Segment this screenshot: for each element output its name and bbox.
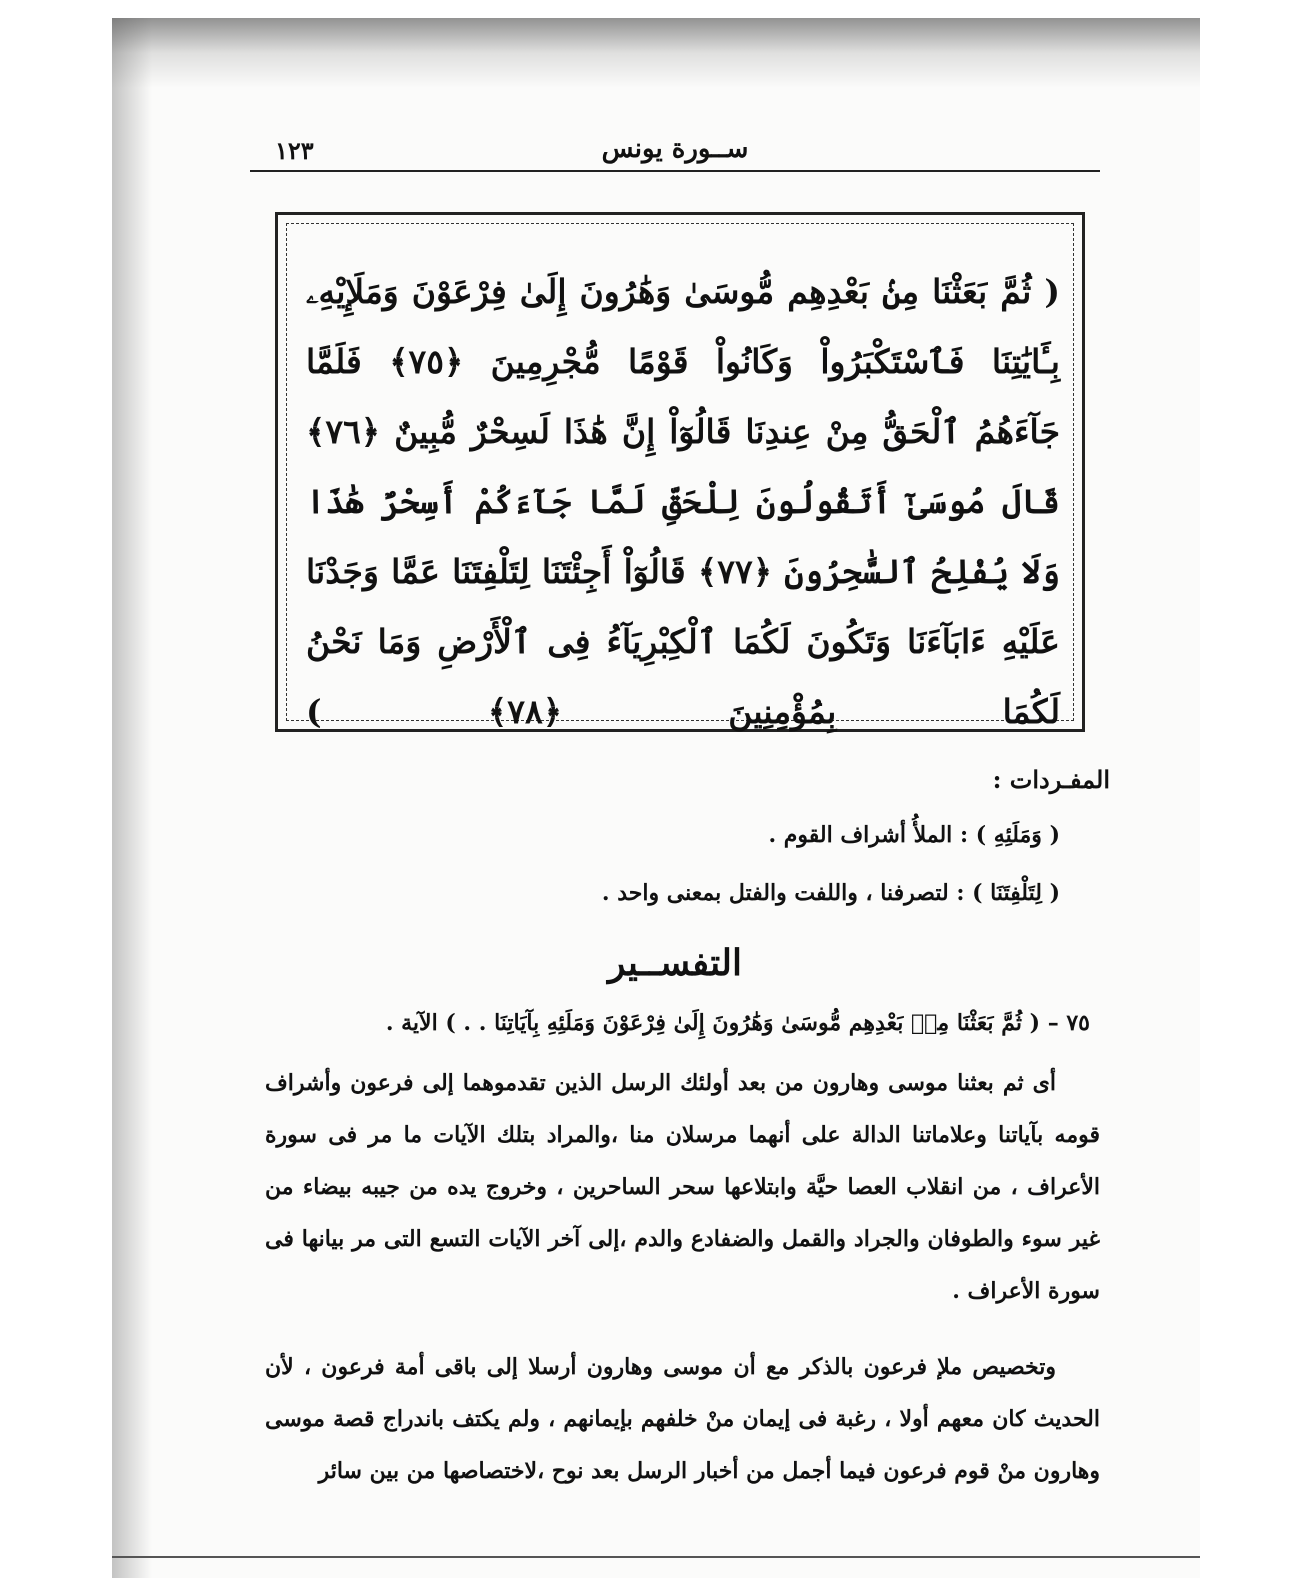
vocabulary-item: ( وَمَلَئِهِ ) : الملأُ أشراف القوم . — [768, 822, 1060, 848]
page-number: ١٢٣ — [275, 136, 314, 165]
page-header — [250, 130, 1100, 170]
tafsir-heading: التفســير — [608, 942, 742, 984]
tafsir-paragraph: وتخصيص ملإ فرعون بالذكر مع أن موسى وهارون أرسلا إلى باقى أمة فرعون ، لأن الحديث كان معهم أولا ، رغبة فى إيمان منْ خلفهم بإيمانهم ، ولم يكتف باندراج قصة موسى وهارون منْ قوم فرعون فيما أجمل من أخبار الرسل بعد نوح ،لاختصاصها من بين سائر — [265, 1354, 1100, 1484]
vocabulary-item: ( لِتَلْفِتَنَا ) : لتصرفنا ، واللفت والفتل بمعنى واحد . — [601, 880, 1060, 906]
bottom-rule — [112, 1556, 1200, 1558]
quran-verse-frame — [275, 212, 1085, 732]
quran-verses: ( ثُمَّ بَعَثْنَا مِنۢ بَعْدِهِم مُّوسَىٰ وَهَٰرُونَ إِلَىٰ فِرْعَوْنَ وَمَلَإِيْهِۦ بِـَٔايَٰتِنَا فَٱسْتَكْبَرُواْ وَكَانُواْ قَوْمًا مُّجْرِمِينَ ﴿٧٥﴾ فَلَمَّا جَآءَهُمُ ٱلْحَقُّ مِنْ عِندِنَا قَالُوٓاْ إِنَّ هَٰذَا لَسِحْرٌ مُّبِينٌ ﴿٧٦﴾ قَالَ مُوسَىٰٓ أَتَقُولُونَ لِلْحَقِّ لَمَّا جَآءَكُمْ أَسِحْرٌ هَٰذَا وَلَا يُفْلِحُ ٱلسَّٰحِرُونَ ﴿٧٧﴾ قَالُوٓاْ أَجِئْتَنَا لِتَلْفِتَنَا عَمَّا وَجَدْنَا عَلَيْهِ ءَابَآءَنَا وَتَكُونَ لَكُمَا ٱلْكِبْرِيَآءُ فِى ٱلْأَرْضِ وَمَا نَحْنُ لَكُمَا بِمُؤْمِنِينَ ﴿٧٨﴾ ) — [306, 272, 1060, 731]
scan-shadow-top — [112, 18, 1200, 88]
tafsir-body — [265, 1057, 1100, 1497]
vocabulary-heading: المفـردات : — [992, 765, 1110, 794]
vocabulary-list — [300, 815, 1060, 931]
surah-title: ســورة يونس — [601, 134, 749, 164]
verse-reference: ٧٥ – ( ثُمَّ بَعَثْنَا مِنۢ بَعْدِهِم مُّوسَىٰ وَهَٰرُونَ إِلَىٰ فِرْعَوْنَ وَمَلَئِهِ بِآيَاتِنَا . . ) الآية . — [385, 1010, 1090, 1036]
scan-shadow-left — [112, 18, 152, 1578]
header-rule — [250, 170, 1100, 172]
tafsir-paragraph: أى ثم بعثنا موسى وهارون من بعد أولئك الرسل الذين تقدموهما إلى فرعون وأشراف قومه بآياتنا وعلاماتنا الدالة على أنهما مرسلان منا ،والمراد بتلك الآيات ما مر فى سورة الأعراف ، من انقلاب العصا حيَّة وابتلاعها سحر الساحرين ، وخروج يده من جيبه بيضاء من غير سوء والطوفان والجراد والقمل والضفادع والدم ،إلى آخر الآيات التسع التى مر بيانها فى سورة الأعراف . — [265, 1070, 1100, 1304]
